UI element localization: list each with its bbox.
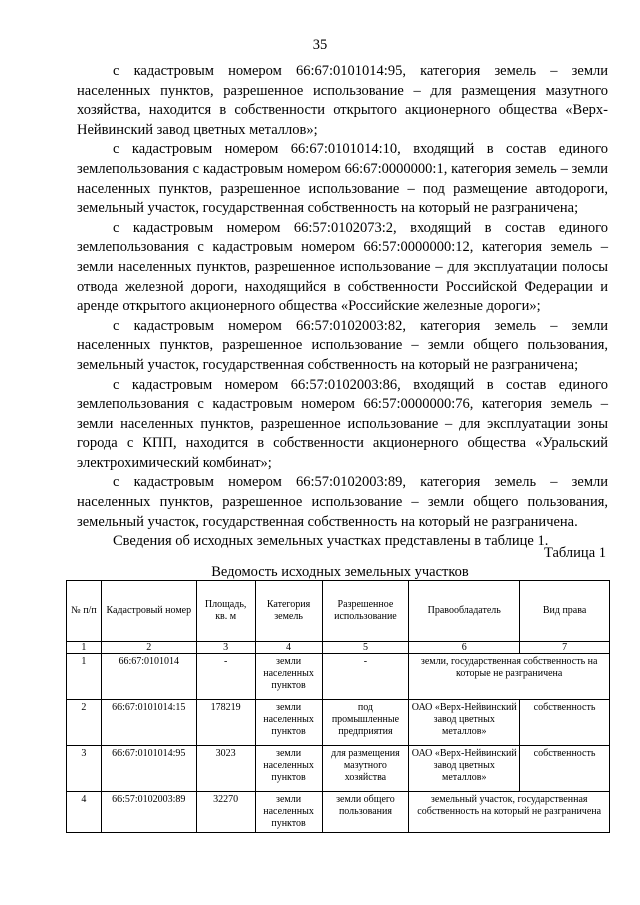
table-header-cell: Вид права <box>520 581 610 642</box>
table-cell: 4 <box>67 792 102 833</box>
table-cell: ОАО «Верх-Нейвинский завод цветных металлов» <box>409 700 520 746</box>
paragraph: с кадастровым номером 66:67:0101014:95, категория земель – земли населенных пунктов, разрешенное использование – для размещения мазутного хозяйства, находится в собственности открытого акционерного общества «Верх-Нейвинский завод цветных металлов»; <box>77 63 608 138</box>
table-cell: собственность <box>520 700 610 746</box>
table-cell: 2 <box>67 700 102 746</box>
body-text <box>77 62 608 552</box>
table-row <box>67 700 610 746</box>
table-cell: собственность <box>520 746 610 792</box>
table-cell: 3 <box>196 642 255 654</box>
table-cell: 7 <box>520 642 610 654</box>
table-cell: 5 <box>322 642 409 654</box>
page-number: 35 <box>312 37 328 53</box>
table-cell: 32270 <box>196 792 255 833</box>
table-cell: земельный участок, государственная собственность на который не разграничена <box>409 792 610 833</box>
table-cell: 66:57:0102003:89 <box>101 792 196 833</box>
table-cell: 1 <box>67 642 102 654</box>
table-cell: 6 <box>409 642 520 654</box>
table-header-cell: Площадь, кв. м <box>196 581 255 642</box>
table-cell: 66:67:0101014 <box>101 654 196 700</box>
table-cell: земли населенных пунктов <box>255 654 322 700</box>
table-cell: земли населенных пунктов <box>255 746 322 792</box>
table-cell: под промышленные предприятия <box>322 700 409 746</box>
table-cell: 4 <box>255 642 322 654</box>
table-header-cell: № п/п <box>67 581 102 642</box>
table-header-cell: Разрешенное использование <box>322 581 409 642</box>
table-cell: земли, государственная собственность на которые не разграничена <box>409 654 610 700</box>
table-cell: земли населенных пунктов <box>255 700 322 746</box>
table-row <box>67 654 610 700</box>
table-row <box>67 746 610 792</box>
table-cell: - <box>196 654 255 700</box>
table-header-row <box>67 581 610 642</box>
table-cell: 3023 <box>196 746 255 792</box>
table-cell: 3 <box>67 746 102 792</box>
table-cell: земли населенных пунктов <box>255 792 322 833</box>
table-cell: - <box>322 654 409 700</box>
table-row <box>67 792 610 833</box>
table-column-number-row <box>67 642 610 654</box>
paragraph: с кадастровым номером 66:57:0102073:2, входящий в состав единого землепользования с кадастровым номером 66:57:0000000:12, категория земель – земли населенных пунктов, разрешенное использование – для эксплуатации полосы отвода железной дороги, находящийся в собственности Российской Федерации и аренде открытого акционерного общества «Российские железные дороги»; <box>77 219 608 315</box>
paragraph: с кадастровым номером 66:57:0102003:82, категория земель – земли населенных пунктов, разрешенное использование – земли общего пользования, земельный участок, государственная собственность на который не разграничена; <box>77 317 608 373</box>
paragraph: Сведения об исходных земельных участках представлены в таблице 1. <box>113 533 549 550</box>
table-cell: 1 <box>67 654 102 700</box>
paragraph: с кадастровым номером 66:67:0101014:10, входящий в состав единого землепользования с кадастровым номером 66:67:0000000:1, категория земель – земли населенных пунктов, разрешенное использование – под размещение автодороги, земельный участок, государственная собственность на который не разграничена; <box>77 141 608 217</box>
table-cell: ОАО «Верх-Нейвинский завод цветных металлов» <box>409 746 520 792</box>
table-cell: 66:67:0101014:95 <box>101 746 196 792</box>
table-header-cell: Кадастровый номер <box>101 581 196 642</box>
table-header-cell: Категория земель <box>255 581 322 642</box>
table-cell: для размещения мазутного хозяйства <box>322 746 409 792</box>
paragraph: с кадастровым номером 66:57:0102003:89, категория земель – земли населенных пунктов, разрешенное использование – земли общего пользования, земельный участок, государственная собственность на который не разграничена. <box>77 474 608 530</box>
table-caption-number: Таблица 1 <box>543 545 606 561</box>
table-title: Ведомость исходных земельных участков <box>211 564 469 580</box>
table-cell: земли общего пользования <box>322 792 409 833</box>
table-cell: 178219 <box>196 700 255 746</box>
table-header-cell: Правообладатель <box>409 581 520 642</box>
land-plots-table <box>66 580 610 833</box>
table-cell: 66:67:0101014:15 <box>101 700 196 746</box>
table-cell: 2 <box>101 642 196 654</box>
paragraph: с кадастровым номером 66:57:0102003:86, входящий в состав единого землепользования с кадастровым номером 66:57:0000000:76, категория земель – земли населенных пунктов, разрешенное использование – для эксплуатации зоны города с КПП, находится в собственности акционерного общества «Уральский электрохимический комбинат»; <box>77 376 608 471</box>
